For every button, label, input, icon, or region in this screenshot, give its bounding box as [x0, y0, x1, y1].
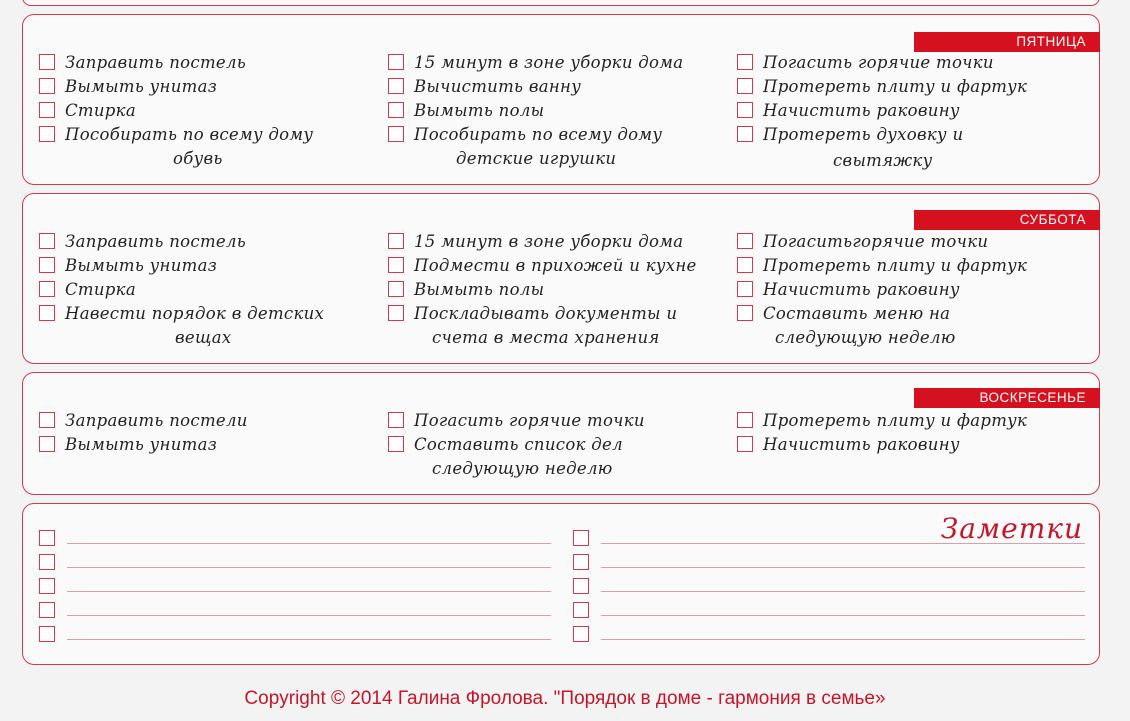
task-checkbox[interactable]: [737, 233, 753, 249]
task-checkbox[interactable]: [737, 126, 753, 142]
friday-panel: [22, 14, 1100, 185]
task-label: 15 минут в зоне уборки дома: [414, 53, 684, 72]
note-rule: [601, 639, 1085, 640]
task-checkbox[interactable]: [737, 54, 753, 70]
task-checkbox[interactable]: [388, 126, 404, 142]
task-label-continued: следующую неделю: [775, 328, 956, 347]
task-label: Протереть плиту и фартук: [763, 256, 1028, 275]
task-label: Вымыть унитаз: [65, 256, 218, 275]
task-label: Протереть плиту и фартук: [763, 411, 1028, 430]
task-checkbox[interactable]: [39, 412, 55, 428]
task-checkbox[interactable]: [388, 436, 404, 452]
task-checkbox[interactable]: [737, 412, 753, 428]
note-checkbox[interactable]: [39, 626, 55, 642]
task-checkbox[interactable]: [388, 78, 404, 94]
task-label: Начистить раковину: [763, 435, 960, 454]
task-label-continued: вещах: [175, 328, 232, 347]
task-label: Погаситьгорячие точки: [763, 232, 989, 251]
task-label: Навести порядок в детских: [65, 304, 325, 323]
task-label: Вымыть полы: [414, 280, 545, 299]
note-rule: [67, 543, 551, 544]
task-checkbox[interactable]: [39, 305, 55, 321]
note-checkbox[interactable]: [573, 578, 589, 594]
task-checkbox[interactable]: [737, 102, 753, 118]
task-label: Поскладывать документы и: [414, 304, 678, 323]
task-checkbox[interactable]: [388, 305, 404, 321]
task-checkbox[interactable]: [388, 102, 404, 118]
task-checkbox[interactable]: [39, 436, 55, 452]
task-checkbox[interactable]: [388, 233, 404, 249]
task-checkbox[interactable]: [737, 305, 753, 321]
notes-panel: [22, 503, 1100, 665]
task-label: 15 минут в зоне уборки дома: [414, 232, 684, 251]
task-label: Протереть плиту и фартук: [763, 77, 1028, 96]
sunday-day-label: ВОСКРЕСЕНЬЕ: [914, 388, 1100, 408]
task-label: Стирка: [65, 101, 136, 120]
task-label: Пособирать по всему дому: [65, 125, 314, 144]
task-label: Погасить горячие точки: [763, 53, 994, 72]
task-label: Вымыть полы: [414, 101, 545, 120]
note-checkbox[interactable]: [573, 602, 589, 618]
sunday-panel: [22, 372, 1100, 495]
task-label: Стирка: [65, 280, 136, 299]
note-rule: [67, 591, 551, 592]
note-rule: [67, 567, 551, 568]
note-checkbox[interactable]: [39, 554, 55, 570]
notes-title: Заметки: [940, 512, 1083, 545]
task-label: Заправить постели: [65, 411, 248, 430]
task-checkbox[interactable]: [39, 102, 55, 118]
note-checkbox[interactable]: [39, 578, 55, 594]
note-rule: [601, 591, 1085, 592]
task-checkbox[interactable]: [388, 412, 404, 428]
note-checkbox[interactable]: [573, 554, 589, 570]
task-label: Вымыть унитаз: [65, 77, 218, 96]
task-label-continued: детские игрушки: [456, 149, 617, 168]
task-label: Вымыть унитаз: [65, 435, 218, 454]
task-label: Составить список дел: [414, 435, 623, 454]
task-checkbox[interactable]: [39, 281, 55, 297]
task-checkbox[interactable]: [737, 436, 753, 452]
task-label: Погасить горячие точки: [414, 411, 645, 430]
note-checkbox[interactable]: [39, 602, 55, 618]
note-checkbox[interactable]: [39, 530, 55, 546]
task-label: Подмести в прихожей и кухне: [414, 256, 697, 275]
task-label-continued: счета в места хранения: [432, 328, 660, 347]
task-checkbox[interactable]: [388, 54, 404, 70]
task-checkbox[interactable]: [388, 257, 404, 273]
task-checkbox[interactable]: [39, 126, 55, 142]
task-checkbox[interactable]: [39, 233, 55, 249]
note-checkbox[interactable]: [573, 626, 589, 642]
copyright-footer: Copyright © 2014 Галина Фролова. "Порядок в доме - гармония в семье»: [244, 688, 886, 709]
task-checkbox[interactable]: [737, 257, 753, 273]
note-checkbox[interactable]: [573, 530, 589, 546]
task-label: Вычистить ванну: [414, 77, 582, 96]
task-checkbox[interactable]: [388, 281, 404, 297]
task-label: Заправить постель: [65, 53, 247, 72]
task-label-continued: следующую неделю: [432, 459, 613, 478]
note-rule: [601, 615, 1085, 616]
note-rule: [601, 567, 1085, 568]
task-checkbox[interactable]: [737, 281, 753, 297]
task-checkbox[interactable]: [39, 78, 55, 94]
task-label-continued: обувь: [173, 149, 223, 168]
task-label: Пособирать по всему дому: [414, 125, 663, 144]
task-label: Заправить постель: [65, 232, 247, 251]
saturday-panel: [22, 193, 1100, 364]
task-checkbox[interactable]: [39, 257, 55, 273]
task-checkbox[interactable]: [737, 78, 753, 94]
task-label-continued: свытяжку: [833, 151, 933, 170]
previous-day-panel-edge: [22, 0, 1100, 6]
task-label: Начистить раковину: [763, 101, 960, 120]
note-rule: [67, 615, 551, 616]
note-rule: [67, 639, 551, 640]
task-label: Протереть духовку и: [763, 125, 964, 144]
note-rule: [601, 543, 1085, 544]
task-label: Составить меню на: [763, 304, 951, 323]
friday-day-label: ПЯТНИЦА: [914, 32, 1100, 52]
saturday-day-label: СУББОТА: [914, 210, 1100, 230]
task-checkbox[interactable]: [39, 54, 55, 70]
task-label: Начистить раковину: [763, 280, 960, 299]
